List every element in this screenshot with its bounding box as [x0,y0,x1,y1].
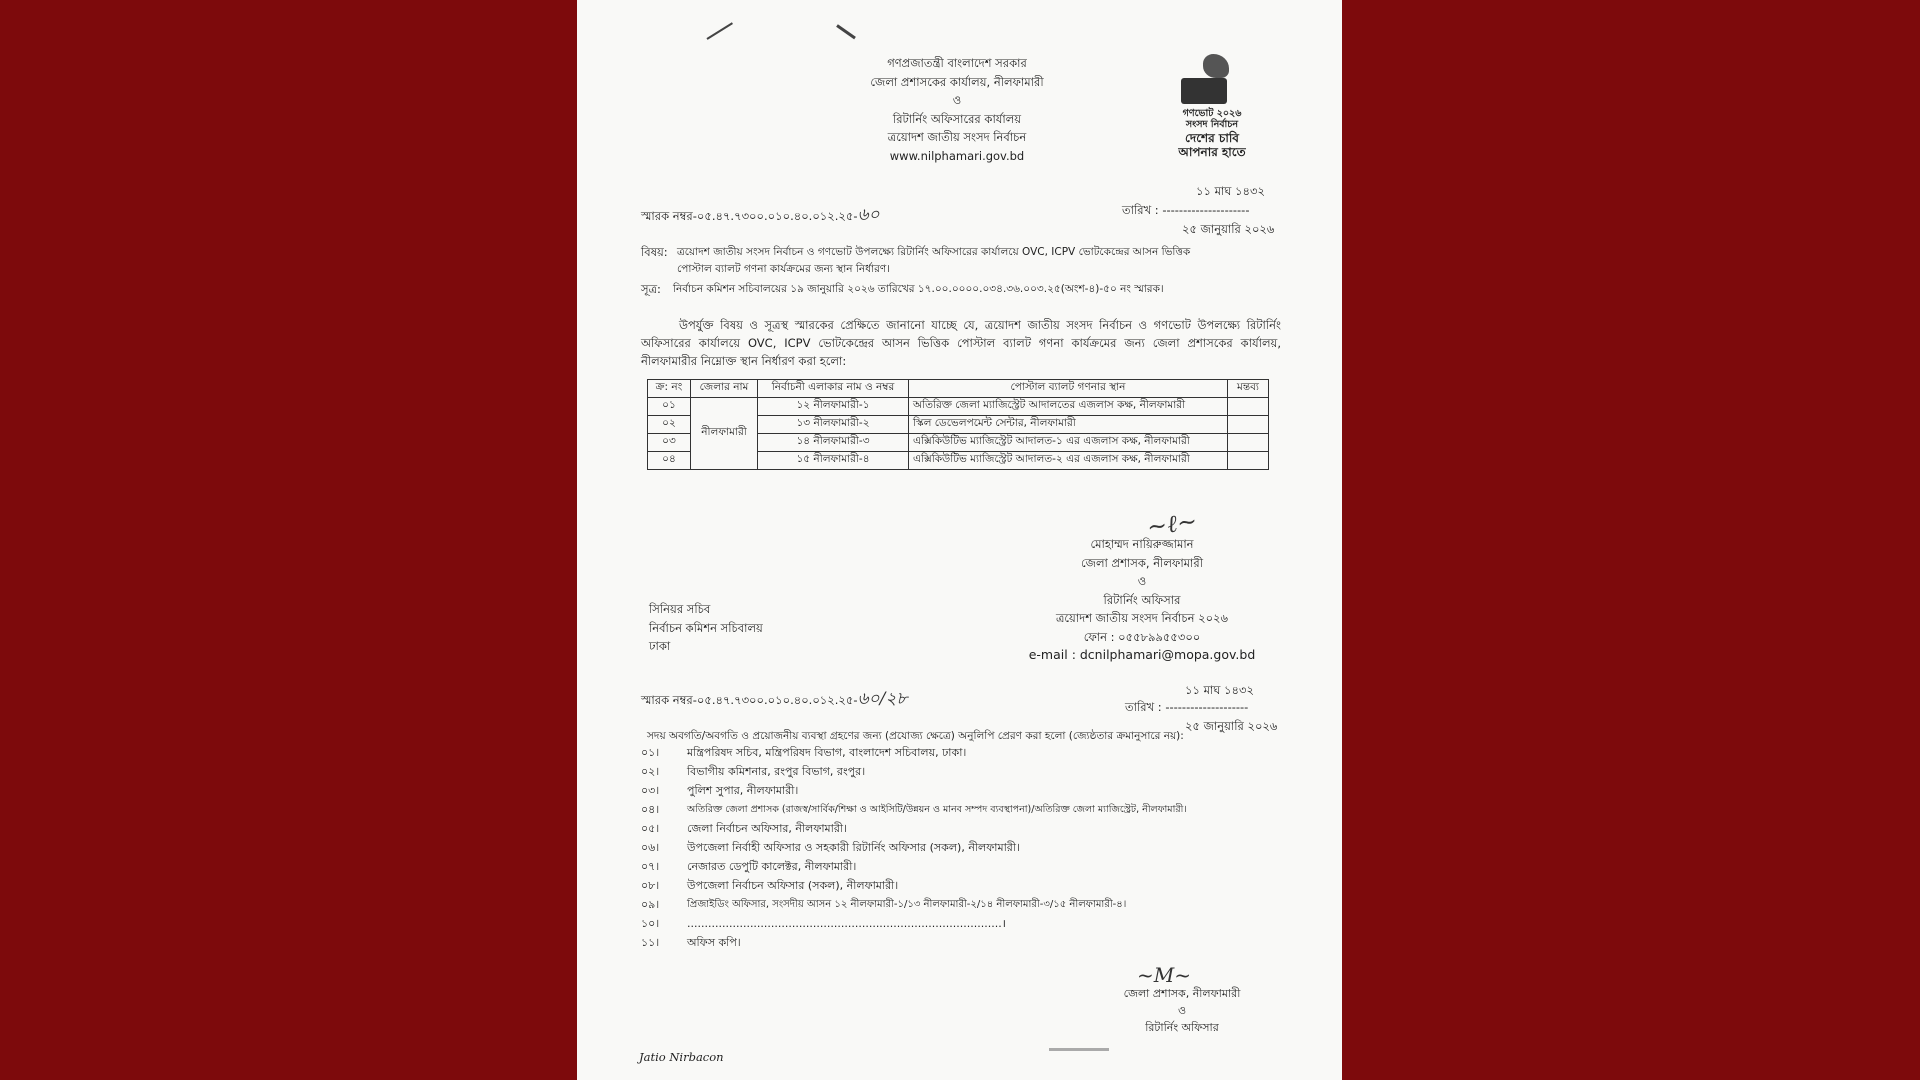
memo-ref-number: স্মারক নম্বর-০৫.৪৭.৭৩০০.০১০.৪০.০১২.২৫- [641,209,858,223]
memo-date-bn: ১১ মাঘ ১৪৩২ [1196,184,1265,198]
cell-serial: ০৩ [648,434,691,452]
date-dash: -------------------- [1165,700,1249,714]
cell-remark [1228,416,1269,434]
list-item: ০২। বিভাগীয় কমিশনার, রংপুর বিভাগ, রংপুর। [641,765,866,778]
header-line: রিটার্নিং অফিসারের কার্যালয় [892,111,1022,126]
recipient-line: নির্বাচন কমিশন সচিবালয় [649,620,763,635]
body-paragraph: উপর্যুক্ত বিষয় ও সূত্রস্থ স্মারকের প্রেক্ষিতে জানানো যাচ্ছে যে, ত্রয়োদশ জাতীয় সংসদ নির্বাচন ও গণভোট উপলক্ষ্যে রিটার্নিং অফিসারের কার্যালয়ে OVC, ICPV ভোটকেন্দ্রের আসন ভিত্তিক পোস্টাল ব্যালট গণনা কার্যক্রমের জন্য জেলা প্রশাসকের কার্যালয়, নীলফামারীর নিম্নোক্ত স্থান নির্ধারণ করা হলো: [641,318,1281,368]
logo-text: গণভোট ২০২৬ [1182,108,1242,119]
list-item: ০৮। উপজেলা নির্বাচন অফিসার (সকল), নীলফামারী। [641,879,899,892]
memo2-date-en: ২৫ জানুয়ারি ২০২৬ [1185,719,1278,733]
cell-place: এক্সিকিউটিভ ম্যাজিস্ট্রেট আদালত-১ এর এজলাস কক্ষ, নীলফামারী [909,434,1228,452]
header-line: গণপ্রজাতন্ত্রী বাংলাদেশ সরকার [887,56,1027,70]
header-website: www.nilphamari.gov.bd [889,148,1025,163]
list-item: ১১। অফিস কপি। [641,936,741,949]
column-header: মন্তব্য [1228,380,1269,398]
logo-text: দেশের চাবি [1185,131,1239,145]
footer-sign-line: রিটার্নিং অফিসার [1145,1021,1219,1034]
memo2-reference [641,686,907,714]
signature-mark: ~ℓ~ [1145,506,1199,542]
list-item: ০৬। উপজেলা নির্বাহী অফিসার ও সহকারী রিটার্নিং অফিসার (সকল), নীলফামারী। [641,841,1020,854]
cell-area: ১৫ নীলফামারী-৪ [758,452,909,470]
cell-serial: ০১ [648,398,691,416]
pen-mark [706,22,733,40]
date-label: তারিখ : [1125,700,1162,714]
signatory-title: রিটার্নিং অফিসার [1103,592,1181,607]
cell-remark [1228,434,1269,452]
footer-sign-line: ও [1177,1004,1187,1017]
recipient-line: সিনিয়র সচিব [649,602,711,616]
document-page [577,0,1342,1080]
source-text: নির্বাচন কমিশন সচিবালয়ের ১৯ জানুয়ারি ২০২৬ তারিখের ১৭.০০.০০০০.০৩৪.৩৬.০০৩.২৫(অংশ-৪)-৫০ নং স্মারক। [673,283,1164,295]
footer-signatory [1097,985,1267,1036]
column-header: জেলার নাম [691,380,758,398]
cell-remark [1228,398,1269,416]
signatory-title: জেলা প্রশাসক, নীলফামারী [1081,555,1203,570]
signatory-block [1007,535,1277,665]
memo2-ref-number: স্মারক নম্বর-০৫.৪৭.৭৩০০.০১০.৪০.০১২.২৫- [641,693,858,707]
list-item: ০১। মন্ত্রিপরিষদ সচিব, মন্ত্রিপরিষদ বিভাগ, বাংলাদেশ সচিবালয়, ঢাকা। [641,746,967,759]
cell-serial: ০৪ [648,452,691,470]
column-header: পোস্টাল ব্যালট গণনার স্থান [909,380,1228,398]
header-line: জেলা প্রশাসকের কার্যালয়, নীলফামারী [870,74,1044,89]
list-item: ০৪। অতিরিক্ত জেলা প্রশাসক (রাজস্ব/সার্বিক/শিক্ষা ও আইসিটি/উন্নয়ন ও মানব সম্পদ ব্যবস্থাপনা)/অতিরিক্ত জেলা ম্যাজিস্ট্রেট, নীলফামারী। [641,803,1187,816]
cell-area: ১৪ নীলফামারী-৩ [758,434,909,452]
list-item: ০৩। পুলিশ সুপার, নীলফামারী। [641,784,799,797]
recipient-block [649,600,763,656]
logo-text: আপনার হাতে [1178,145,1246,159]
signatory-name: মোহাম্মদ নায়িরুজ্জামান [1090,537,1194,551]
column-header: ক্র: নং [648,380,691,398]
column-header: নির্বাচনী এলাকার নাম ও নম্বর [758,380,909,398]
pen-mark [1049,1048,1109,1051]
ballot-box-icon [1181,78,1227,104]
cell-district: নীলফামারী [691,398,758,470]
cell-place: স্কিল ডেভেলপমেন্ট সেন্টার, নীলফামারী [909,416,1228,434]
subject-line: পোস্টাল ব্যালট গণনা কার্যক্রমের জন্য স্থান নির্ধারণ। [677,263,890,275]
copy-list [641,743,1187,952]
cell-place: এক্সিকিউটিভ ম্যাজিস্ট্রেট আদালত-২ এর এজলাস কক্ষ, নীলফামারী [909,452,1228,470]
list-item: ১০। ..........................................................................................। [641,917,1006,930]
header-line: ত্রয়োদশ জাতীয় সংসদ নির্বাচন [887,130,1027,144]
subject-line: ত্রয়োদশ জাতীয় সংসদ নির্বাচন ও গণভোট উপলক্ষ্যে রিটার্নিং অফিসারের কার্যালয়ে OVC, ICPV ভোটকেন্দ্রের আসন ভিত্তিক [677,246,1191,258]
letterhead [787,54,1127,165]
memo-date-en: ২৫ জানুয়ারি ২০২৬ [1182,222,1275,236]
cell-remark [1228,452,1269,470]
header-line: ও [952,93,962,107]
table-row [648,398,1269,416]
memo-ref-handwritten: ৬০ [857,205,880,225]
list-item: ০৭। নেজারত ডেপুটি কালেক্টর, নীলফামারী। [641,860,857,873]
memo2-date-bn: ১১ মাঘ ১৪৩২ [1185,683,1254,697]
memo2-ref-handwritten: ৬০/২৮ [857,689,908,709]
hand-icon [1203,54,1229,78]
list-item: ০৯। প্রিজাইডিং অফিসার, সংসদীয় আসন ১২ নীলফামারী-১/১৩ নীলফামারী-২/১৪ নীলফামারী-৩/১৫ নীলফামারী-৪। [641,898,1127,911]
election-logo [1167,52,1257,162]
copy-intro: সদয় অবগতি/অবগতি ও প্রয়োজনীয় ব্যবস্থা গ্রহণের জন্য (প্রযোজ্য ক্ষেত্রে) অনুলিপি প্রেরণ করা হলো (জ্যেষ্ঠতার ক্রমানুসারে নয়): [647,730,1184,742]
memo2-date-row [1125,699,1248,718]
table-header-row [648,380,1269,398]
signatory-title: ত্রয়োদশ জাতীয় সংসদ নির্বাচন ২০২৬ [1055,611,1229,625]
date-label: তারিখ : [1122,203,1159,217]
ballot-count-table [647,379,1269,470]
footer-note: Jatio Nirbacon [639,1050,724,1064]
memo-date-row [1122,202,1249,221]
memo-reference [641,202,880,230]
signatory-phone: ফোন : ০৫৫৮৯৯৫৫৩০০ [1083,629,1201,644]
signature-mark: ~M~ [1137,963,1191,987]
logo-text: সংসদ নির্বাচন [1185,119,1239,130]
cell-area: ১২ নীলফামারী-১ [758,398,909,416]
cell-serial: ০২ [648,416,691,434]
pen-mark [836,24,856,39]
signatory-and: ও [1137,574,1147,588]
source-label: সূত্র: [641,282,661,296]
date-dash: --------------------- [1162,203,1250,217]
footer-sign-line: জেলা প্রশাসক, নীলফামারী [1123,987,1241,1000]
signatory-email: e-mail : dcnilphamari@mopa.gov.bd [1028,647,1256,662]
cell-area: ১৩ নীলফামারী-২ [758,416,909,434]
list-item: ০৫। জেলা নির্বাচন অফিসার, নীলফামারী। [641,822,847,835]
subject-label: বিষয়: [641,245,668,259]
recipient-line: ঢাকা [649,639,671,653]
cell-place: অতিরিক্ত জেলা ম্যাজিস্ট্রেট আদালতের এজলাস কক্ষ, নীলফামারী [909,398,1228,416]
